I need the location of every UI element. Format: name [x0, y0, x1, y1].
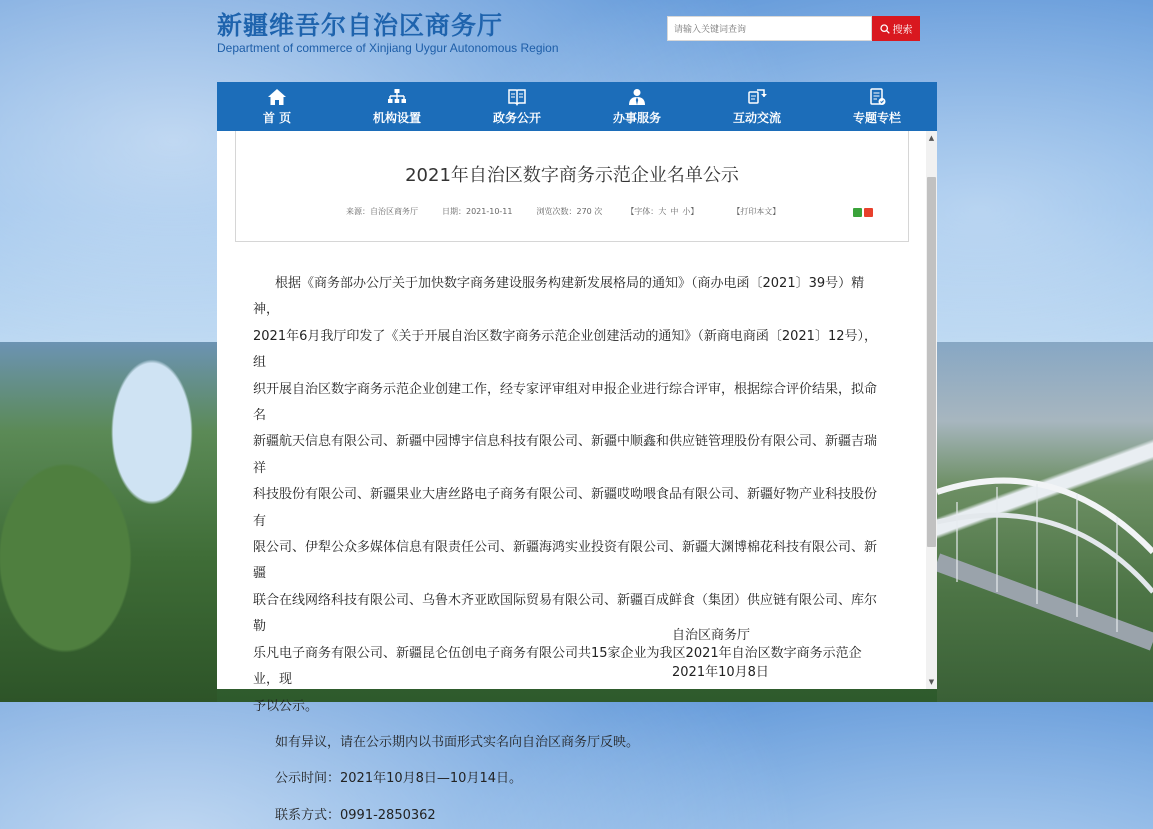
body-line: 2021年6月我厅印发了《关于开展自治区数字商务示范企业创建活动的通知》（新商电商函〔2021〕12号），组	[253, 328, 877, 371]
body-line: 限公司、伊犁公众多媒体信息有限责任公司、新疆海鸿实业投资有限公司、新疆大渊博棉花科技有限公司、新疆	[253, 540, 878, 582]
nav-label: 专题专栏	[852, 110, 901, 125]
sign-date: 2021年10月8日	[672, 665, 769, 680]
article-header-box	[235, 131, 909, 242]
site-subtitle: Department of commerce of Xinjiang Uygur Autonomous Region	[217, 41, 559, 55]
search-button-label: 搜索	[892, 25, 913, 36]
search-icon	[880, 24, 890, 34]
search-input[interactable]	[667, 16, 872, 41]
nav-item-interaction[interactable]	[697, 82, 817, 131]
scrollbar-thumb[interactable]	[927, 177, 936, 547]
nav-label: 首 页	[262, 110, 292, 125]
search-button[interactable]	[872, 16, 920, 41]
exchange-icon	[747, 88, 767, 106]
org-chart-icon	[387, 88, 407, 106]
nav-label: 办事服务	[612, 110, 661, 125]
nav-item-home[interactable]	[217, 82, 337, 131]
scroll-down-arrow-icon[interactable]: ▼	[928, 678, 935, 686]
signer: 自治区商务厅	[672, 628, 751, 643]
main-nav	[217, 82, 937, 131]
nav-item-topics[interactable]	[817, 82, 937, 131]
nav-label: 政务公开	[492, 110, 541, 125]
print-link[interactable]: 【打印本文】	[732, 207, 781, 216]
font-size-medium[interactable]: 中	[670, 207, 679, 216]
share-buttons	[853, 208, 873, 217]
weibo-share-icon[interactable]	[864, 208, 873, 217]
body-line: 根据《商务部办公厅关于加快数字商务建设服务构建新发展格局的通知》（商办电函〔2021〕39号）精神，	[253, 276, 865, 318]
article-date: 日期：2021-10-11	[442, 207, 513, 216]
scroll-up-arrow-icon[interactable]: ▲	[928, 134, 935, 142]
article-source: 来源：自治区商务厅	[346, 207, 418, 216]
background-landscape-right	[937, 342, 1153, 702]
body-line: 新疆航天信息有限公司、新疆中园博宇信息科技有限公司、新疆中顺鑫和供应链管理股份有限公司、新疆吉瑞祥	[253, 434, 878, 476]
body-line: 乐凡电子商务有限公司、新疆昆仑伍创电子商务有限公司共15家企业为我区2021年自治区数字商务示范企业，现	[253, 645, 862, 688]
article-title: 2021年自治区数字商务示范企业名单公示	[405, 165, 739, 186]
site-header	[217, 0, 937, 82]
body-line: 织开展自治区数字商务示范企业创建工作，经专家评审组对申报企业进行综合评审，根据综合评价结果，拟命名	[253, 381, 878, 424]
topic-icon	[867, 88, 887, 106]
nav-item-services[interactable]	[577, 82, 697, 131]
nav-label: 互动交流	[732, 110, 781, 125]
article-views: 浏览次数：270 次	[536, 207, 603, 216]
body-line: 予以公示。	[253, 698, 319, 714]
scrollbar[interactable]	[926, 131, 937, 689]
book-icon	[507, 88, 527, 106]
article-body	[253, 271, 885, 829]
search-bar	[667, 16, 920, 41]
wechat-share-icon[interactable]	[853, 208, 862, 217]
site-title: 新疆维吾尔自治区商务厅	[217, 11, 504, 40]
font-size-small[interactable]: 小	[682, 207, 691, 216]
body-line: 科技股份有限公司、新疆果业大唐丝路电子商务有限公司、新疆哎呦喂食品有限公司、新疆好物产业科技股份有	[253, 487, 878, 529]
article-meta	[346, 206, 804, 217]
period-paragraph: 公示时间：2021年10月8日—10月14日。	[275, 771, 522, 787]
bridge-illustration	[937, 432, 1153, 662]
contact-paragraph: 联系方式：0991-2850362	[275, 807, 436, 823]
person-icon	[627, 88, 647, 106]
font-size-suffix: 】	[690, 207, 699, 216]
background-landscape-left	[0, 342, 217, 702]
nav-item-government-affairs[interactable]	[457, 82, 577, 131]
article-panel	[217, 131, 937, 823]
nav-item-organization[interactable]	[337, 82, 457, 131]
font-size-controls	[626, 206, 698, 217]
font-size-large[interactable]: 大	[658, 207, 667, 216]
home-icon	[267, 88, 287, 106]
nav-label: 机构设置	[372, 110, 421, 125]
objection-paragraph: 如有异议，请在公示期内以书面形式实名向自治区商务厅反映。	[275, 734, 640, 750]
body-line: 联合在线网络科技有限公司、乌鲁木齐亚欧国际贸易有限公司、新疆百成鲜食（集团）供应链有限公司、库尔勒	[253, 592, 878, 635]
font-size-prefix: 【字体：	[626, 207, 659, 216]
